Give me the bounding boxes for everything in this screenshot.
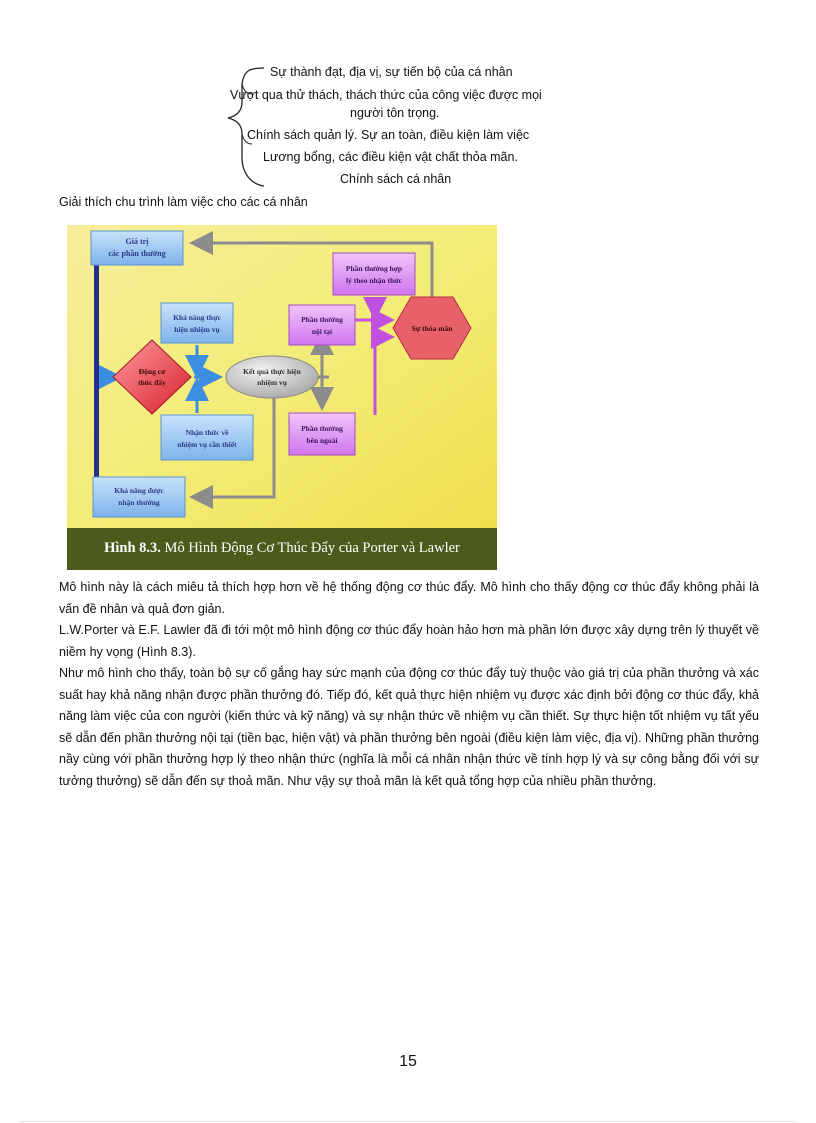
brace-item: người tôn trọng.	[350, 106, 440, 120]
brace-item: Chính sách quản lý. Sự an toàn, điều kiện làm việc	[247, 128, 530, 142]
role-perception-line1: Nhận thức về	[185, 428, 229, 437]
intrinsic-rewards-box	[289, 305, 355, 345]
intrinsic-line2: nội tại	[311, 327, 333, 336]
navy-bar	[94, 261, 99, 497]
performance-line1: Kết quả thực hiện	[243, 367, 301, 376]
motivation-line2: thúc đẩy	[138, 378, 166, 387]
equitable-line2: lý theo nhận thức	[346, 276, 402, 285]
ability-line1: Khả năng thực	[173, 313, 221, 322]
satisfaction-label: Sự thỏa mãn	[411, 324, 453, 333]
brace-item: Sự thành đạt, địa vị, sự tiến bộ của cá nhân	[270, 65, 513, 79]
value-of-rewards-box	[91, 231, 183, 265]
figure-caption-title: Mô Hình Động Cơ Thúc Đẩy của Porter và Lawler	[164, 540, 460, 556]
brace-item: Chính sách cá nhân	[340, 172, 452, 186]
equitable-line1: Phần thưởng hợp	[345, 264, 403, 273]
paragraph: L.W.Porter và E.F. Lawler đã đi tới một mô hình động cơ thúc đẩy hoàn hảo hơn mà phần lớn được xây dựng trên lý thuyết về niềm hy vọng (Hình 8.3).	[59, 623, 759, 659]
figure-caption	[67, 540, 497, 557]
value-rewards-line2: các phần thưởng	[108, 249, 166, 258]
equitable-rewards-box	[333, 253, 415, 295]
brace-item: Lương bổng, các điều kiện vật chất thỏa mãn.	[263, 150, 518, 164]
figure-intro-text: Giải thích chu trình làm việc cho các cá nhân	[59, 195, 308, 209]
figure-caption-bar	[67, 528, 497, 570]
role-perception-line2: nhiệm vụ cần thiết	[177, 440, 237, 449]
ability-line2: hiện nhiệm vụ	[174, 325, 220, 334]
performance-line2: nhiệm vụ	[257, 378, 287, 387]
page-number: 15	[399, 1053, 417, 1070]
reward-probability-box	[93, 477, 185, 517]
extrinsic-line2: bên ngoài	[306, 436, 338, 445]
motivation-model-diagram	[67, 225, 497, 528]
paragraph: Như mô hình cho thấy, toàn bộ sự cố gắng hay sức mạnh của động cơ thúc đẩy tuỳ thuộc vào giá trị của phần thưởng và xác suất hay khả năng nhận được phần thưởng đó. Tiếp đó, kết quả thực hiện nhiệm vụ được xác định bởi động cơ thúc đẩy, khả năng làm việc của con người (kiến thức và kỹ năng) và sự nhận thức về nhiệm vụ cần thiết. Sự thực hiện tốt nhiệm vụ tất yếu sẽ dẫn đến phần thưởng nội tại (tiền bạc, hiện vật) và phần thưởng bên ngoài (điều kiện làm việc, địa vị). Những phần thưởng nầy cùng với phần thưởng hợp lý theo nhận thức (nghĩa là mỗi cá nhân nhận thức về tính hợp lý và sự công bằng đối với sự tưởng thưởng) sẽ dẫn đến sự thoả mãn. Như vậy sự thoả mãn là kết quả tổng hợp của nhiều phần thưởng.	[59, 666, 759, 788]
extrinsic-rewards-box	[289, 413, 355, 455]
paragraph: Mô hình này là cách miêu tả thích hợp hơn về hệ thống động cơ thúc đẩy. Mô hình cho thấy động cơ thúc đẩy không phải là vấn đề nhân và quả đơn giản.	[59, 580, 759, 616]
value-rewards-line1: Giá trị	[125, 237, 149, 246]
figure-caption-label: Hình 8.3.	[104, 540, 161, 556]
performance-ellipse	[226, 356, 318, 398]
motivation-line1: Động cơ	[138, 367, 166, 376]
ability-box	[161, 303, 233, 343]
brace-item: Vượt qua thử thách, thách thức của công việc được mọi	[230, 88, 542, 102]
extrinsic-line1: Phần thưởng	[301, 424, 343, 433]
role-perception-box	[161, 415, 253, 460]
page-bottom-divider	[20, 1121, 796, 1122]
porter-lawler-figure	[67, 225, 497, 570]
reward-prob-line1: Khả năng được	[114, 486, 164, 495]
curly-brace-icon	[222, 62, 272, 192]
intrinsic-line1: Phần thưởng	[301, 315, 343, 324]
reward-prob-line2: nhận thưởng	[118, 498, 160, 507]
